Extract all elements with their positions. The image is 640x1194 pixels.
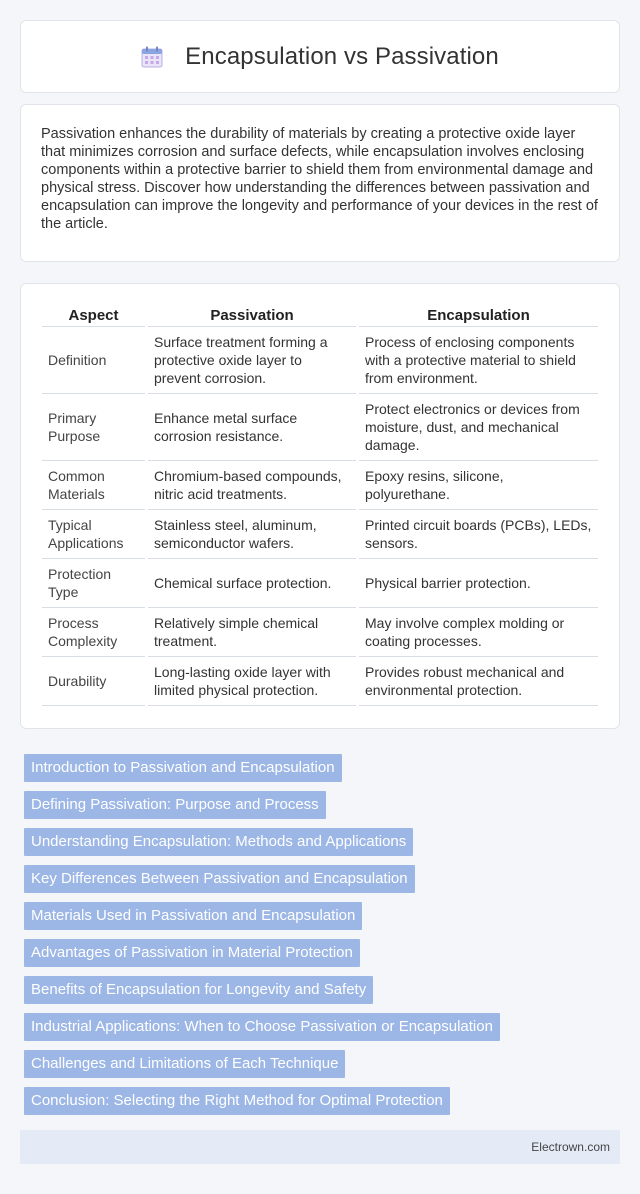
title-card: [20, 20, 620, 93]
intro-card: [20, 104, 620, 262]
comparison-table: [39, 304, 601, 706]
footer: [20, 1130, 620, 1164]
cell-encapsulation: Printed circuit boards (PCBs), LEDs, sensors.: [359, 510, 598, 559]
comparison-table-card: [20, 283, 620, 729]
title-wrap: [141, 43, 499, 71]
page-title: Encapsulation vs Passivation: [185, 42, 499, 70]
toc-link-materials[interactable]: Materials Used in Passivation and Encapsulation: [24, 902, 362, 930]
cell-passivation: Relatively simple chemical treatment.: [148, 608, 356, 657]
table-row: [42, 608, 598, 657]
table-row: [42, 510, 598, 559]
toc-link-challenges[interactable]: Challenges and Limitations of Each Technique: [24, 1050, 345, 1078]
toc-link-key-differences[interactable]: Key Differences Between Passivation and Encapsulation: [24, 865, 415, 893]
cell-aspect: Durability: [42, 657, 145, 706]
cell-encapsulation: Process of enclosing components with a protective material to shield from environment.: [359, 327, 598, 394]
cell-encapsulation: Physical barrier protection.: [359, 559, 598, 608]
cell-encapsulation: Provides robust mechanical and environmental protection.: [359, 657, 598, 706]
toc-link-introduction[interactable]: Introduction to Passivation and Encapsulation: [24, 754, 342, 782]
table-row: [42, 394, 598, 461]
footer-site-name: Electrown.com: [531, 1140, 610, 1154]
toc-link-understanding-encapsulation[interactable]: Understanding Encapsulation: Methods and Applications: [24, 828, 413, 856]
cell-passivation: Surface treatment forming a protective oxide layer to prevent corrosion.: [148, 327, 356, 394]
toc-link-defining-passivation[interactable]: Defining Passivation: Purpose and Process: [24, 791, 326, 819]
cell-passivation: Chemical surface protection.: [148, 559, 356, 608]
cell-aspect: Protection Type: [42, 559, 145, 608]
cell-aspect: Common Materials: [42, 461, 145, 510]
cell-passivation: Stainless steel, aluminum, semiconductor wafers.: [148, 510, 356, 559]
toc-link-conclusion[interactable]: Conclusion: Selecting the Right Method for Optimal Protection: [24, 1087, 450, 1115]
table-row: [42, 327, 598, 394]
table-row: [42, 461, 598, 510]
calendar-icon: [141, 46, 163, 68]
cell-aspect: Process Complexity: [42, 608, 145, 657]
cell-aspect: Definition: [42, 327, 145, 394]
cell-aspect: Typical Applications: [42, 510, 145, 559]
cell-passivation: Long-lasting oxide layer with limited physical protection.: [148, 657, 356, 706]
header-passivation: Passivation: [148, 304, 356, 327]
table-row: [42, 559, 598, 608]
cell-aspect: Primary Purpose: [42, 394, 145, 461]
cell-encapsulation: May involve complex molding or coating processes.: [359, 608, 598, 657]
header-aspect: Aspect: [42, 304, 145, 327]
header-encapsulation: Encapsulation: [359, 304, 598, 327]
intro-paragraph: Passivation enhances the durability of materials by creating a protective oxide layer that minimizes corrosion and surface defects, while encapsulation involves enclosing components within a protective barrier to shield them from environmental damage and physical stress. Discover how understanding the differences between passivation and encapsulation can improve the longevity and performance of your devices in the rest of the article.: [41, 126, 598, 232]
toc-link-advantages-passivation[interactable]: Advantages of Passivation in Material Protection: [24, 939, 360, 967]
toc-link-benefits-encapsulation[interactable]: Benefits of Encapsulation for Longevity and Safety: [24, 976, 373, 1004]
table-row: [42, 657, 598, 706]
cell-passivation: Enhance metal surface corrosion resistance.: [148, 394, 356, 461]
cell-encapsulation: Epoxy resins, silicone, polyurethane.: [359, 461, 598, 510]
cell-passivation: Chromium-based compounds, nitric acid treatments.: [148, 461, 356, 510]
toc-link-industrial-applications[interactable]: Industrial Applications: When to Choose Passivation or Encapsulation: [24, 1013, 500, 1041]
cell-encapsulation: Protect electronics or devices from moisture, dust, and mechanical damage.: [359, 394, 598, 461]
table-header-row: [42, 304, 598, 327]
